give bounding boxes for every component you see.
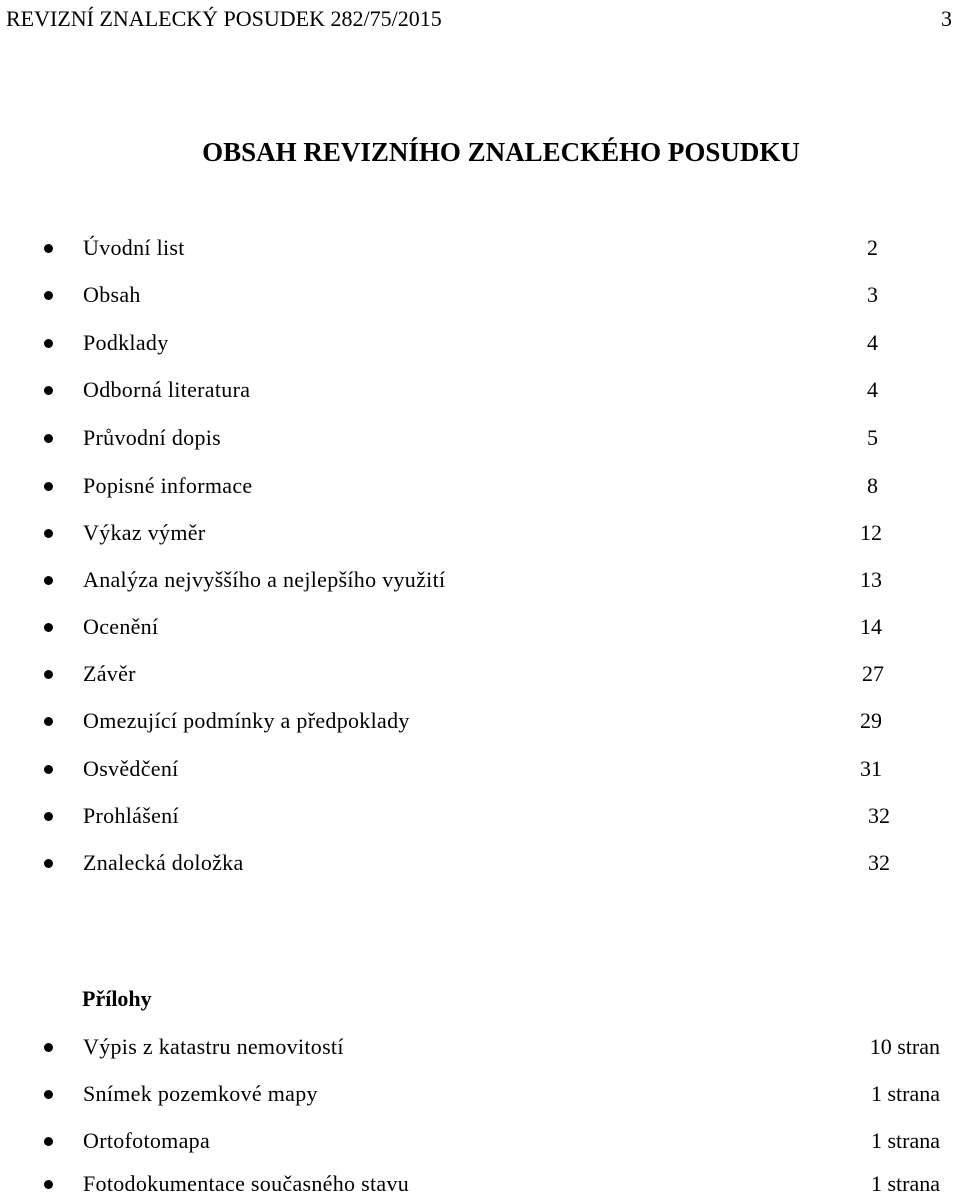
annex-item-pages: 1 strana [870,1128,940,1153]
toc-item-label: Prohlášení [83,803,179,828]
contents-title: OBSAH REVIZNÍHO ZNALECKÉHO POSUDKU [202,137,800,167]
bullet-icon [44,1043,53,1052]
toc-item-page: 29 [860,708,882,733]
page-header [6,4,952,34]
toc-item-label: Úvodní list [83,235,185,260]
bullet-icon [44,717,53,726]
toc-item-page: 5 [867,425,878,450]
toc-item [0,470,960,502]
annex-item [0,1078,960,1110]
annex-item-label: Výpis z katastru nemovitostí [83,1034,344,1059]
toc-item-label: Analýza nejvyššího a nejlepšího využití [83,567,446,592]
toc-item-page: 4 [867,330,878,355]
annex-item [0,1168,960,1200]
bullet-icon [44,291,53,300]
bullet-icon [44,482,53,491]
toc-item-page: 31 [860,756,882,781]
toc-item-label: Znalecká doložka [83,850,244,875]
bullet-icon [44,859,53,868]
annex-item [0,1031,960,1063]
annexes-title: Přílohy [82,986,152,1011]
toc-item [0,753,960,785]
toc-item-page: 2 [867,235,878,260]
annex-item-pages: 10 stran [869,1034,940,1059]
toc-item-page: 4 [867,377,878,402]
bullet-icon [44,670,53,679]
toc-item-page: 3 [867,282,878,307]
annex-item-label: Snímek pozemkové mapy [83,1081,318,1106]
toc-item [0,422,960,454]
toc-item-page: 12 [860,520,882,545]
toc-item-label: Výkaz výměr [83,520,206,545]
toc-item-page: 32 [868,850,890,875]
toc-item [0,611,960,643]
toc-item-label: Omezující podmínky a předpoklady [83,708,410,733]
annex-item-label: Fotodokumentace současného stavu [83,1171,410,1196]
toc-item [0,327,960,359]
bullet-icon [44,812,53,821]
bullet-icon [44,529,53,538]
document-title: REVIZNÍ ZNALECKÝ POSUDEK 282/75/2015 [6,6,442,31]
bullet-icon [44,1137,53,1146]
bullet-icon [44,244,53,253]
annex-item-label: Ortofotomapa [83,1128,211,1153]
toc-item-label: Odborná literatura [83,377,251,402]
bullet-icon [44,576,53,585]
bullet-icon [44,1090,53,1099]
toc-item-label: Osvědčení [83,756,179,781]
toc-item-label: Závěr [83,661,136,686]
toc-item [0,564,960,596]
annex-item-pages: 1 strana [870,1081,940,1106]
bullet-icon [44,434,53,443]
toc-item [0,279,960,311]
toc-item-page: 13 [860,567,882,592]
annex-item-pages: 1 strana [870,1171,940,1196]
toc-item-page: 32 [868,803,890,828]
bullet-icon [44,386,53,395]
toc-item-page: 14 [860,614,882,639]
toc-item [0,517,960,549]
toc-item-label: Obsah [83,282,141,307]
toc-item-page: 27 [862,661,884,686]
toc-item-label: Průvodní dopis [83,425,222,450]
toc-item [0,658,960,690]
toc-item [0,800,960,832]
annex-item [0,1125,960,1157]
toc-item-page: 8 [867,473,878,498]
bullet-icon [44,623,53,632]
toc-item [0,705,960,737]
toc-item-label: Podklady [83,330,169,355]
page-number: 3 [941,6,952,31]
toc-item-label: Ocenění [83,614,159,639]
toc-item [0,232,960,264]
toc-item [0,847,960,879]
toc-item [0,374,960,406]
toc-item-label: Popisné informace [83,473,253,498]
bullet-icon [44,339,53,348]
bullet-icon [44,765,53,774]
bullet-icon [44,1180,53,1189]
